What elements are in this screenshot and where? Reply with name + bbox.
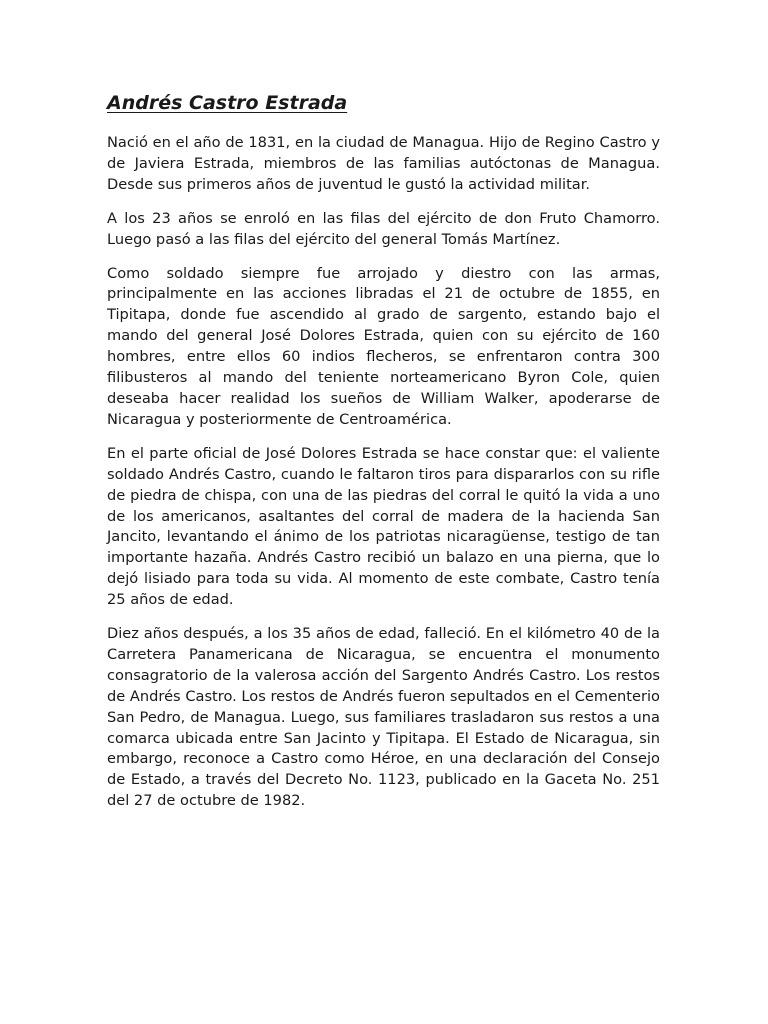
document-title: Andrés Castro Estrada bbox=[107, 92, 348, 114]
paragraph-soldier: Como soldado siempre fue arrojado y diestro con las armas, principalmente en las acciones libradas el 21 de octubre de 1855, en Tipitapa, donde fue ascendido al grado de sargento, estando bajo el mando del general José Dolores Estrada, quien con su ejército de 160 hombres, entre ellos 60 indios flecheros, se enfrentaron contra 300 filibusteros al mando del teniente norteamericano Byron Cole, quien deseaba hacer realidad los sueños de William Walker, apoderarse de Nicaragua y posteriormente de Centroamérica. bbox=[107, 264, 660, 428]
document-page bbox=[107, 88, 660, 825]
paragraph-death-legacy: Diez años después, a los 35 años de edad, falleció. En el kilómetro 40 de la Carretera Panamericana de Nicaragua, se encuentra el monumento consagratorio de la valerosa acción del Sargento Andrés Castro. Los restos de Andrés Castro. Los restos de Andrés fueron sepultados en el Cementerio San Pedro, de Managua. Luego, sus familiares trasladaron sus restos a una comarca ubicada entre San Jacinto y Tipitapa. El Estado de Nicaragua, sin embargo, reconoce a Castro como Héroe, en una declaración del Consejo de Estado, a través del Decreto No. 1123, publicado en la Gaceta No. 251 del 27 de octubre de 1982. bbox=[107, 625, 660, 810]
paragraph-birth: Nació en el año de 1831, en la ciudad de Managua. Hijo de Regino Castro y de Javiera Estrada, miembros de las familias autóctonas de Managua. Desde sus primeros años de juventud le gustó la actividad militar. bbox=[107, 134, 660, 193]
paragraph-official-report: En el parte oficial de José Dolores Estrada se hace constar que: el valiente soldado Andrés Castro, cuando le faltaron tiros para dispararlos con su rifle de piedra de chispa, con una de las piedras del corral le quitó la vida a uno de los americanos, asaltantes del corral de madera de la hacienda San Jancito, levantando el ánimo de los patriotas nicaragüense, testigo de tan importante hazaña. Andrés Castro recibió un balazo en una pierna, que lo dejó lisiado para toda su vida. Al momento de este combate, Castro tenía 25 años de edad. bbox=[107, 444, 660, 609]
paragraph-enlistment: A los 23 años se enroló en las filas del ejército de don Fruto Chamorro. Luego pasó a las filas del ejército del general Tomás Martínez. bbox=[107, 209, 660, 248]
